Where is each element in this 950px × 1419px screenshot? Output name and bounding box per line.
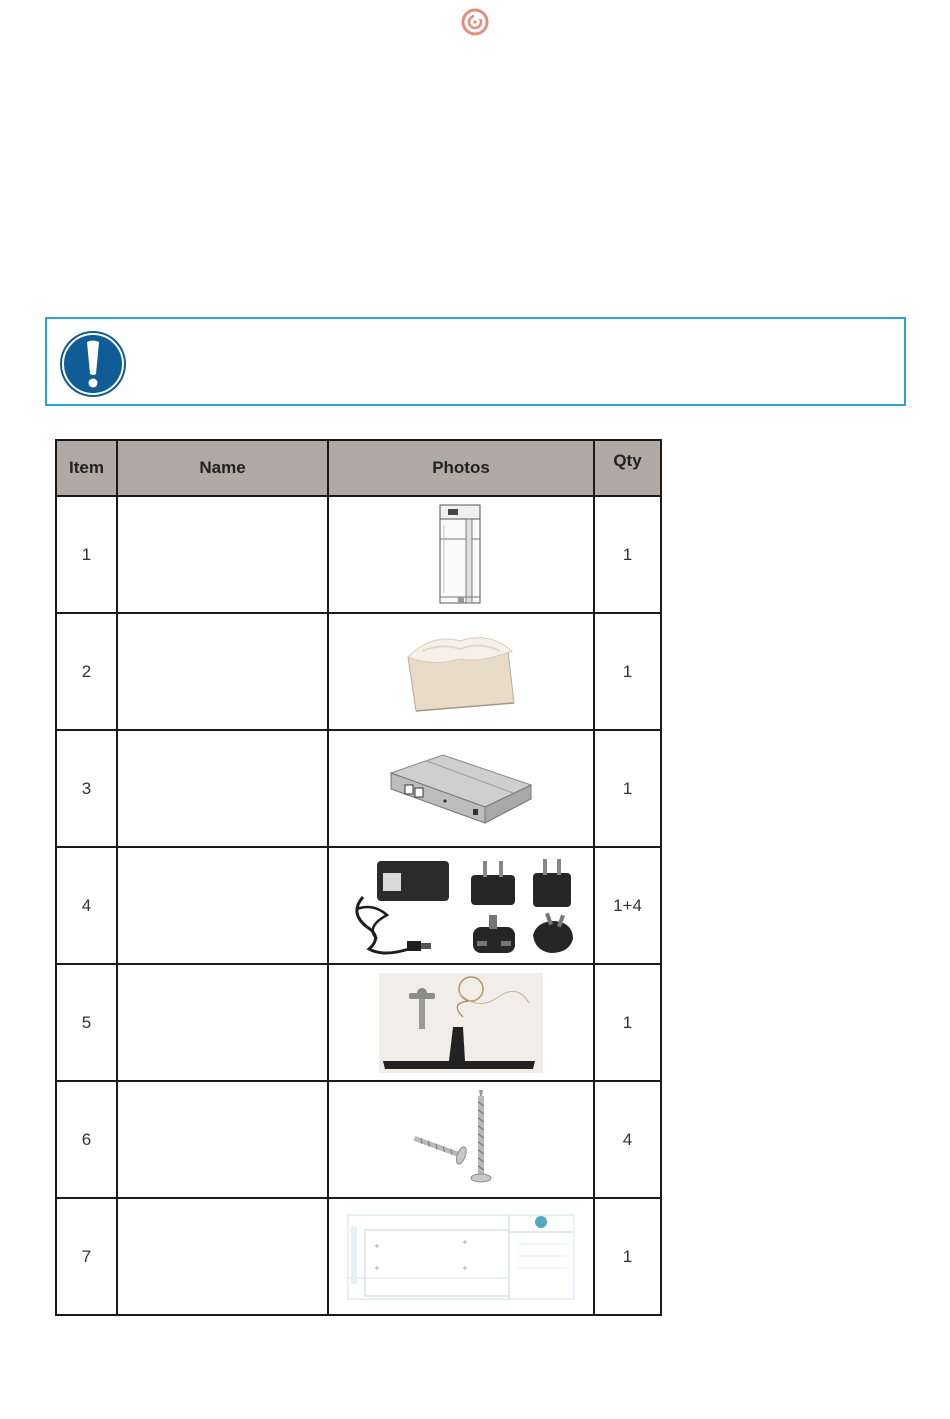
- table-header-row: [56, 440, 661, 496]
- header-name: Name: [117, 440, 328, 496]
- power-adapter-and-plugs-photo: [343, 853, 579, 959]
- item-name: [117, 847, 328, 964]
- item-photo: [328, 964, 594, 1081]
- header-item: Item: [56, 440, 117, 496]
- item-photo: [328, 496, 594, 613]
- item-qty: 4: [594, 1081, 661, 1198]
- item-name: [117, 1198, 328, 1315]
- item-qty: 1: [594, 1198, 661, 1315]
- item-name: [117, 613, 328, 730]
- item-qty: 1: [594, 496, 661, 613]
- item-number: 2: [56, 613, 117, 730]
- item-photo: [328, 1198, 594, 1315]
- item-qty: 1: [594, 964, 661, 1081]
- item-qty: 1+4: [594, 847, 661, 964]
- item-number: 4: [56, 847, 117, 964]
- item-name: [117, 964, 328, 1081]
- item-qty: 1: [594, 613, 661, 730]
- table-row: [56, 964, 661, 1081]
- table-row: [56, 613, 661, 730]
- header-photos: Photos: [328, 440, 594, 496]
- item-name: [117, 1081, 328, 1198]
- item-number: 1: [56, 496, 117, 613]
- item-number: 6: [56, 1081, 117, 1198]
- mounting-template-photo: [347, 1214, 575, 1300]
- dispenser-unit-photo: [426, 501, 496, 609]
- item-name: [117, 730, 328, 847]
- table-row: [56, 730, 661, 847]
- item-number: 7: [56, 1198, 117, 1315]
- package-contents-table: [55, 439, 662, 1316]
- brand-logo-icon: [461, 8, 489, 36]
- important-notice-box: [45, 317, 906, 406]
- item-photo: [328, 613, 594, 730]
- refill-box-photo: [402, 629, 520, 715]
- table-row: [56, 496, 661, 613]
- item-photo: [328, 1081, 594, 1198]
- table-row: [56, 1081, 661, 1198]
- table-row: [56, 847, 661, 964]
- table-row: [56, 1198, 661, 1315]
- item-photo: [328, 847, 594, 964]
- header-qty: Qty: [594, 440, 661, 496]
- item-number: 3: [56, 730, 117, 847]
- item-name: [117, 496, 328, 613]
- item-photo: [328, 730, 594, 847]
- key-and-bracket-photo: [379, 973, 543, 1073]
- control-module-photo: [381, 747, 541, 831]
- screws-photo: [406, 1090, 516, 1190]
- exclamation-circle-icon: [59, 330, 127, 398]
- item-qty: 1: [594, 730, 661, 847]
- item-number: 5: [56, 964, 117, 1081]
